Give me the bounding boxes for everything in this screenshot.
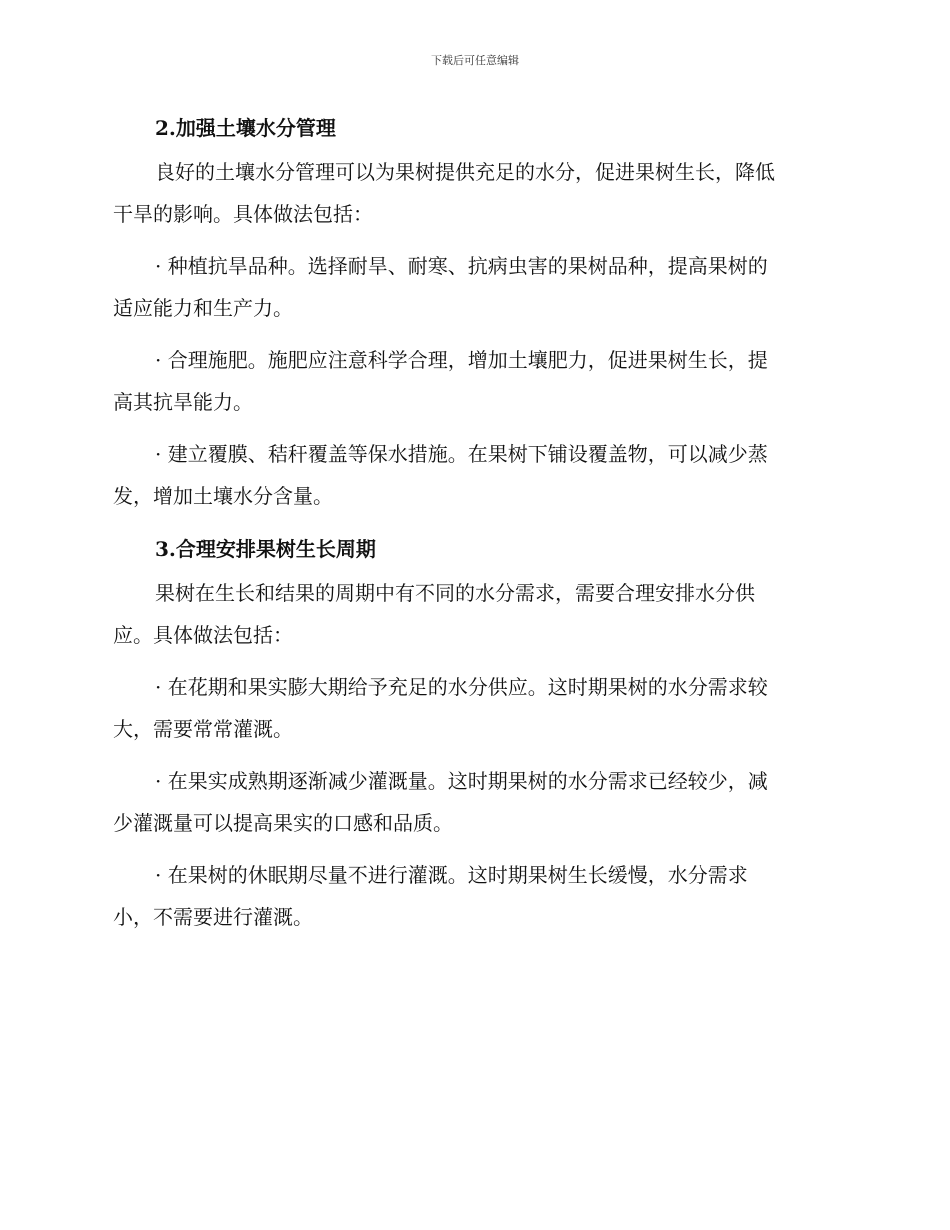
paragraph-line: 小，不需要进行灌溉。: [113, 905, 313, 929]
paragraph-line: · 在花期和果实膨大期给予充足的水分供应。这时期果树的水分需求较: [155, 675, 768, 699]
paragraph-line: · 建立覆膜、秸秆覆盖等保水措施。在果树下铺设覆盖物，可以减少蒸: [155, 442, 768, 466]
paragraph-line: · 种植抗旱品种。选择耐旱、耐寒、抗病虫害的果树品种，提高果树的: [155, 254, 768, 278]
bullet-paragraph: [113, 760, 833, 844]
paragraph-line: 大，需要常常灌溉。: [113, 717, 293, 741]
paragraph-line: 应。具体做法包括：: [113, 623, 293, 647]
paragraph-line: 干旱的影响。具体做法包括：: [113, 202, 373, 226]
bullet-paragraph: [113, 854, 833, 938]
bullet-paragraph: [113, 433, 833, 517]
section-heading: 3.合理安排果树生长周期: [155, 537, 376, 561]
paragraph-line: 良好的土壤水分管理可以为果树提供充足的水分，促进果树生长，降低: [155, 160, 775, 184]
paragraph-line: 适应能力和生产力。: [113, 296, 293, 320]
paragraph-line: 果树在生长和结果的周期中有不同的水分需求，需要合理安排水分供: [155, 581, 755, 605]
paragraph-line: · 合理施肥。施肥应注意科学合理，增加土壤肥力，促进果树生长，提: [155, 348, 768, 372]
page-header: 下载后可任意编辑: [431, 54, 519, 67]
paragraph: [113, 151, 833, 235]
section-heading: 2.加强土壤水分管理: [155, 116, 336, 140]
paragraph: [113, 572, 833, 656]
bullet-paragraph: [113, 666, 833, 750]
paragraph-line: 高其抗旱能力。: [113, 390, 253, 414]
bullet-paragraph: [113, 339, 833, 423]
paragraph-line: · 在果树的休眠期尽量不进行灌溉。这时期果树生长缓慢，水分需求: [155, 863, 748, 887]
bullet-paragraph: [113, 245, 833, 329]
paragraph-line: 发，增加土壤水分含量。: [113, 484, 333, 508]
paragraph-line: · 在果实成熟期逐渐减少灌溉量。这时期果树的水分需求已经较少，减: [155, 769, 768, 793]
document-body: [113, 106, 833, 948]
paragraph-line: 少灌溉量可以提高果实的口感和品质。: [113, 811, 453, 835]
